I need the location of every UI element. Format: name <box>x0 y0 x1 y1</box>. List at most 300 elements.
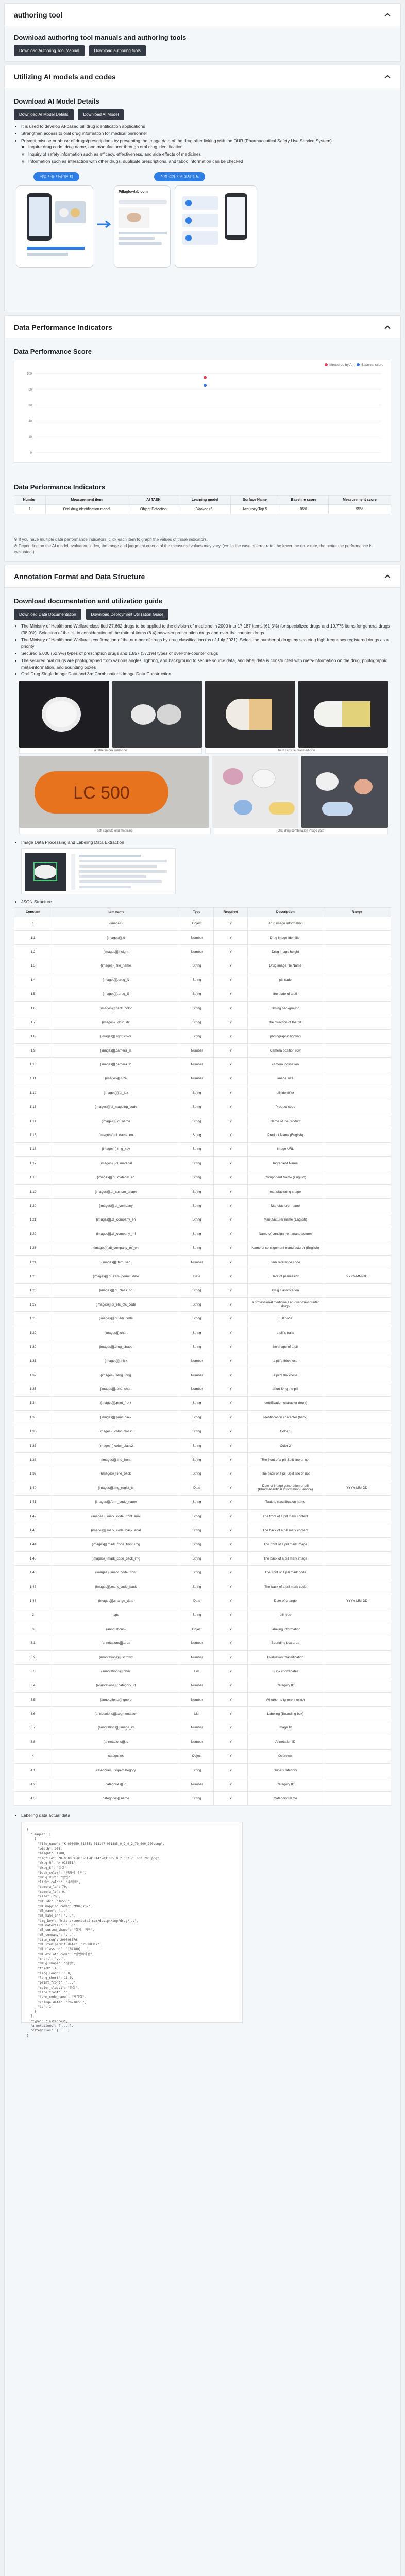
annotation-header[interactable] <box>5 565 400 588</box>
json-cell: {images}[].change_date <box>52 1594 180 1608</box>
json-cell <box>323 1326 391 1340</box>
json-cell: Drug image identifier <box>248 930 323 944</box>
json-cell: 1.21 <box>14 1213 52 1227</box>
json-cell: List <box>180 1665 214 1679</box>
json-cell: Labeling information <box>248 1622 323 1636</box>
performance-table <box>14 495 391 514</box>
json-cell: Camera position row <box>248 1044 323 1058</box>
json-cell: Number <box>180 1650 214 1664</box>
json-cell: Image ID <box>248 1721 323 1735</box>
json-cell: Drug image information <box>248 917 323 930</box>
performance-notes <box>14 537 391 555</box>
table-row <box>14 1213 391 1227</box>
result-mockup <box>175 185 257 268</box>
table-row <box>14 959 391 973</box>
performance-header[interactable] <box>5 316 400 338</box>
json-cell <box>323 1312 391 1326</box>
table-row <box>14 1368 391 1382</box>
combination-image <box>212 756 299 828</box>
json-cell: 3.3 <box>14 1665 52 1679</box>
json-cell: categories[].name <box>52 1791 180 1805</box>
json-cell: String <box>180 1157 214 1171</box>
chart-plot <box>14 360 392 463</box>
json-cell: {images}[].height <box>52 945 180 959</box>
json-cell: Y <box>214 1665 248 1679</box>
json-cell: {images}[].camera_la <box>52 1044 180 1058</box>
json-cell: Tablets classification name <box>248 1495 323 1509</box>
json-cell: Y <box>214 1721 248 1735</box>
json-cell: {images}[].dl_idx <box>52 1086 180 1100</box>
json-cell: {images}[].dl_material_en <box>52 1171 180 1184</box>
json-cell: Number <box>180 1777 214 1791</box>
json-cell <box>323 1425 391 1438</box>
json-cell: Annotation ID <box>248 1735 323 1749</box>
json-cell <box>323 1354 391 1368</box>
legend-measured[interactable]: Measured by AI <box>325 363 352 367</box>
json-cell: Number <box>180 1058 214 1072</box>
json-cell: String <box>180 1184 214 1198</box>
json-cell: 4 <box>14 1749 52 1763</box>
perf-header-cell: Measurement item <box>45 496 128 505</box>
json-cell: YYYY-MM-DD <box>323 1594 391 1608</box>
json-cell: pill code <box>248 973 323 987</box>
list-item: • The secured oral drugs are photographed from various angles, lighting, and background to secure source data, and label data is constructed with meta-information on the drug, photographic meta-information, and bounding boxes <box>21 657 391 671</box>
json-cell: 3.4 <box>14 1679 52 1692</box>
json-cell <box>323 1382 391 1396</box>
json-cell: String <box>180 1100 214 1114</box>
json-cell: Y <box>214 1015 248 1029</box>
table-row <box>14 1749 391 1763</box>
json-cell: Y <box>214 1467 248 1481</box>
chevron-up-icon[interactable] <box>384 573 391 580</box>
json-cell: Number <box>180 1735 214 1749</box>
json-cell: String <box>180 1580 214 1594</box>
json-cell <box>323 1227 391 1241</box>
y-tick-label: 0 <box>30 452 32 455</box>
json-structure-table <box>14 907 391 1806</box>
json-cell: Y <box>214 1382 248 1396</box>
json-cell: 1.37 <box>14 1438 52 1452</box>
table-row <box>14 930 391 944</box>
json-cell: Y <box>214 1580 248 1594</box>
json-cell: Y <box>214 1269 248 1283</box>
table-row <box>14 1114 391 1128</box>
json-cell: a pill's traits <box>248 1326 323 1340</box>
json-cell: photographic lighting <box>248 1029 323 1043</box>
perf-header-cell: Number <box>14 496 46 505</box>
caption-combination: Oral drug combination image data <box>214 828 388 834</box>
y-tick-label: 60 <box>28 404 32 408</box>
json-cell: Date of permission <box>248 1269 323 1283</box>
json-cell <box>323 1580 391 1594</box>
json-cell <box>323 1453 391 1467</box>
json-cell: String <box>180 1326 214 1340</box>
perf-cell: 85% <box>279 505 328 514</box>
phone-icon <box>16 186 94 268</box>
json-cell: YYYY-MM-DD <box>323 1269 391 1283</box>
json-cell: 1.47 <box>14 1580 52 1594</box>
tablet-image <box>19 681 109 748</box>
json-cell: {images}[].print_back <box>52 1411 180 1425</box>
caption-tablet: a tablet in oral medicine <box>19 748 202 754</box>
json-cell: 1.6 <box>14 1001 52 1015</box>
table-row <box>14 945 391 959</box>
table-row <box>14 1622 391 1636</box>
soft-capsule-image <box>19 756 209 828</box>
json-cell: Y <box>214 1283 248 1297</box>
table-row <box>14 1580 391 1594</box>
json-cell: Y <box>214 1171 248 1184</box>
json-cell: {annotations}[].image_id <box>52 1721 180 1735</box>
json-cell: Y <box>214 1495 248 1509</box>
json-cell: Y <box>214 1679 248 1692</box>
json-cell: {images}[].dl_custom_shape <box>52 1184 180 1198</box>
json-cell: {images}[].di_etc_otc_code <box>52 1298 180 1312</box>
table-row <box>14 1608 391 1622</box>
json-cell: Y <box>214 1523 248 1537</box>
json-cell: Y <box>214 1777 248 1791</box>
website-mockup <box>114 185 171 268</box>
json-cell: Number <box>180 1692 214 1706</box>
tablet-icon <box>112 681 202 748</box>
json-cell: {images}[].drug_N <box>52 973 180 987</box>
json-cell: a professional medicine / an over-the-counter drugs <box>248 1298 323 1312</box>
json-cell: type <box>52 1608 180 1622</box>
chart-title: Data Performance Score <box>14 348 92 355</box>
json-cell: 1.25 <box>14 1269 52 1283</box>
json-cell: filming background <box>248 1001 323 1015</box>
json-cell: 3.1 <box>14 1636 52 1650</box>
table-row <box>14 1453 391 1467</box>
json-cell: Labeling (Bounding box) <box>248 1707 323 1721</box>
json-cell: Y <box>214 1157 248 1171</box>
json-cell: Ingredient Name <box>248 1157 323 1171</box>
json-cell: {images}[].size <box>52 1072 180 1086</box>
json-cell: Image URL <box>248 1142 323 1156</box>
json-cell: Category ID <box>248 1777 323 1791</box>
json-cell: String <box>180 1763 214 1777</box>
json-cell <box>323 1509 391 1523</box>
json-cell <box>323 1692 391 1706</box>
list-item: • JSON Structure <box>21 899 391 905</box>
table-row <box>14 1791 391 1805</box>
download-documentation-button[interactable]: Download Data Documentation <box>14 609 81 620</box>
json-cell: String <box>180 1213 214 1227</box>
ai-models-section <box>4 65 401 312</box>
performance-chart <box>14 360 391 463</box>
json-cell: Object <box>180 1622 214 1636</box>
json-cell: Number <box>180 945 214 959</box>
json-cell: Number <box>180 1255 214 1269</box>
capsule-icon <box>298 681 389 748</box>
download-model-button[interactable]: Download AI Model <box>78 109 124 120</box>
json-cell: String <box>180 1227 214 1241</box>
table-row <box>14 1566 391 1580</box>
json-cell: {images}[].img_key <box>52 1142 180 1156</box>
pill-imprint: LC 500 <box>73 783 130 803</box>
json-cell: 1.27 <box>14 1298 52 1312</box>
json-cell: String <box>180 1241 214 1255</box>
json-cell: {annotations}[].segmentation <box>52 1707 180 1721</box>
json-cell: The front of a pill mark content <box>248 1509 323 1523</box>
json-cell: Y <box>214 1396 248 1410</box>
table-row <box>14 1255 391 1269</box>
y-tick-label: 80 <box>28 388 32 392</box>
json-cell: Y <box>214 1537 248 1551</box>
json-cell: Super Category <box>248 1763 323 1777</box>
json-cell: {images}[].di_class_no <box>52 1283 180 1297</box>
json-cell: 1.33 <box>14 1382 52 1396</box>
json-cell: 1.15 <box>14 1128 52 1142</box>
json-cell: {images}[].file_name <box>52 959 180 973</box>
json-cell <box>323 1298 391 1312</box>
json-cell: 1.22 <box>14 1227 52 1241</box>
table-row <box>14 1128 391 1142</box>
table-row <box>14 1269 391 1283</box>
json-cell <box>323 1566 391 1580</box>
chevron-up-icon[interactable] <box>384 11 391 19</box>
ai-model-diagram <box>16 170 391 271</box>
json-cell: 1.24 <box>14 1255 52 1269</box>
json-cell: categories[].id <box>52 1777 180 1791</box>
table-row <box>14 1100 391 1114</box>
table-row <box>14 1171 391 1184</box>
json-cell: Y <box>214 930 248 944</box>
json-cell: Category ID <box>248 1679 323 1692</box>
download-guide-button[interactable]: Download Deployment Utilization Guide <box>86 609 169 620</box>
json-cell <box>323 1735 391 1749</box>
json-cell: String <box>180 1537 214 1551</box>
list-item: • Labeling data actual data <box>21 1812 391 1819</box>
download-tools-button[interactable]: Download authoring tools <box>89 45 146 56</box>
json-cell: 1.31 <box>14 1354 52 1368</box>
json-cell: Y <box>214 1227 248 1241</box>
json-cell: The front of a pill Split line or not <box>248 1453 323 1467</box>
json-cell: Color 1 <box>248 1425 323 1438</box>
chart-legend <box>325 363 383 367</box>
labeling-list <box>14 1812 391 1819</box>
json-cell: Y <box>214 1100 248 1114</box>
perf-header-cell: Learning model <box>179 496 231 505</box>
json-cell: Y <box>214 1128 248 1142</box>
json-cell: {images} <box>52 917 180 930</box>
json-cell: 1.18 <box>14 1171 52 1184</box>
json-cell: {images}[].color_class1 <box>52 1425 180 1438</box>
result-phone-icon <box>175 186 258 268</box>
table-row <box>14 1283 391 1297</box>
json-cell: Y <box>214 1184 248 1198</box>
json-cell: Name of consignment manufacturer <box>248 1227 323 1241</box>
json-cell: Y <box>214 1650 248 1664</box>
json-cell: Y <box>214 1241 248 1255</box>
json-cell: 1.8 <box>14 1029 52 1043</box>
processing-illustration <box>21 848 176 894</box>
table-row <box>14 1665 391 1679</box>
json-header-cell: Description <box>248 907 323 917</box>
list-item: • It is used to develop AI-based pill drug identification applications <box>21 123 391 130</box>
json-cell: Y <box>214 1622 248 1636</box>
table-row <box>14 1721 391 1735</box>
authoring-tool-header[interactable] <box>5 4 400 26</box>
json-cell: String <box>180 1453 214 1467</box>
json-cell: String <box>180 1425 214 1438</box>
json-header-cell: Constant <box>14 907 52 917</box>
json-cell: {images}[].dl_material <box>52 1157 180 1171</box>
json-cell: Y <box>214 1438 248 1452</box>
data-point-baseline-score[interactable] <box>204 384 207 387</box>
json-cell <box>323 1114 391 1128</box>
json-cell: {images}[].line_back <box>52 1467 180 1481</box>
json-cell: 1.17 <box>14 1157 52 1171</box>
caption-hard-capsule: hard capsule oral medicine <box>205 748 388 754</box>
json-cell <box>323 1157 391 1171</box>
table-row <box>14 1636 391 1650</box>
json-header-cell: Required <box>214 907 248 917</box>
table-row <box>14 1312 391 1326</box>
json-cell: Y <box>214 1255 248 1269</box>
chevron-up-icon[interactable] <box>384 324 391 331</box>
json-cell: Y <box>214 1608 248 1622</box>
json-cell: 1.45 <box>14 1552 52 1566</box>
json-cell: Date <box>180 1481 214 1495</box>
authoring-tool-subtitle: Download authoring tool manuals and authoring tools <box>14 33 187 41</box>
json-cell: {images}[].mark_code_front_img <box>52 1537 180 1551</box>
json-cell <box>323 1721 391 1735</box>
table-row <box>14 1354 391 1368</box>
json-cell: Date <box>180 1594 214 1608</box>
json-cell: 1.34 <box>14 1396 52 1410</box>
annotation-subtitle: Download documentation and utilization guide <box>14 597 163 605</box>
json-cell: {images}[].light_color <box>52 1029 180 1043</box>
json-cell: Identification character (back) <box>248 1411 323 1425</box>
json-cell: String <box>180 1791 214 1805</box>
json-cell: 1 <box>14 917 52 930</box>
list-item: • Strengthen access to oral drug information for medical personnel <box>21 130 391 137</box>
json-cell <box>323 1015 391 1029</box>
download-manual-button[interactable]: Download Authoring Tool Manual <box>14 45 85 56</box>
table-row <box>14 1777 391 1791</box>
perf-cell: Object Detection <box>128 505 179 514</box>
note-line: ※ Depending on the AI model evaluation index, the range and judgment criteria of the measured values may vary. (ex. In the case of error rate, the lower the error rate, the better the performance is evaluated.) <box>14 544 373 554</box>
json-cell <box>323 1128 391 1142</box>
json-cell: Bounding box area <box>248 1636 323 1650</box>
json-cell: {images}[].leng_short <box>52 1382 180 1396</box>
json-cell: String <box>180 1199 214 1213</box>
json-cell: String <box>180 1128 214 1142</box>
download-model-details-button[interactable]: Download AI Model Details <box>14 109 74 120</box>
json-cell: The front of a pill mark image <box>248 1537 323 1551</box>
data-point-measured-by-ai[interactable] <box>204 376 207 379</box>
table-row <box>14 1425 391 1438</box>
json-cell: Y <box>214 1707 248 1721</box>
diagram-pill-left: 식별 사용 약물데이터 <box>33 172 79 181</box>
json-cell: Y <box>214 1044 248 1058</box>
json-cell <box>323 1171 391 1184</box>
json-cell: 1.48 <box>14 1594 52 1608</box>
json-cell: Product code <box>248 1100 323 1114</box>
json-cell: String <box>180 1552 214 1566</box>
json-cell: 2 <box>14 1608 52 1622</box>
json-cell: String <box>180 1509 214 1523</box>
json-cell: 1.3 <box>14 959 52 973</box>
perf-table-title: Data Performance Indicators <box>14 483 106 491</box>
json-cell <box>323 1396 391 1410</box>
json-cell: String <box>180 987 214 1001</box>
perf-cell: 1 <box>14 505 46 514</box>
json-cell: String <box>180 1411 214 1425</box>
json-cell: Product Name (English) <box>248 1128 323 1142</box>
json-cell: {annotations}[].id <box>52 1735 180 1749</box>
json-cell: Number <box>180 930 214 944</box>
table-row <box>14 1411 391 1425</box>
json-cell: Object <box>180 917 214 930</box>
json-cell: String <box>180 1086 214 1100</box>
json-cell: {images}[].line_front <box>52 1453 180 1467</box>
ai-models-header[interactable] <box>5 65 400 88</box>
y-tick-label: 40 <box>28 420 32 423</box>
json-cell: 1.5 <box>14 987 52 1001</box>
json-cell: String <box>180 1608 214 1622</box>
json-cell: 1.40 <box>14 1481 52 1495</box>
legend-dot-icon <box>325 363 328 366</box>
table-row <box>14 1552 391 1566</box>
arrow-right-icon <box>96 219 112 229</box>
json-cell <box>323 1058 391 1072</box>
table-row <box>14 1044 391 1058</box>
json-cell: 1.20 <box>14 1199 52 1213</box>
table-row <box>14 1679 391 1692</box>
json-cell: {images}[].mark_code_back_img <box>52 1552 180 1566</box>
json-cell: Drug image file Name <box>248 959 323 973</box>
json-cell: String <box>180 1298 214 1312</box>
json-cell: 1.14 <box>14 1114 52 1128</box>
table-row <box>14 1227 391 1241</box>
perf-cell: 95% <box>328 505 391 514</box>
json-cell: Number <box>180 1044 214 1058</box>
ai-bullet-list <box>14 123 391 165</box>
json-cell: Whether to ignore it or not <box>248 1692 323 1706</box>
json-cell: String <box>180 1566 214 1580</box>
list-item: • The Ministry of Health and Welfare classified 27,662 drugs to be applied to the division of medicine in 2000 into 17,187 items (61.3%) for specialized drugs and 10,775 items for general drugs (38.9%). Selection of the list in consideration of the ratio of items (6.4) between prescription drugs and over-the-counter drugs <box>21 623 391 636</box>
json-cell: String <box>180 1438 214 1452</box>
json-cell: 1.36 <box>14 1425 52 1438</box>
table-row <box>14 1029 391 1043</box>
json-cell: 3.7 <box>14 1721 52 1735</box>
json-cell <box>323 1523 391 1537</box>
json-cell: {annotations} <box>52 1622 180 1636</box>
json-cell: {images}[].id <box>52 930 180 944</box>
json-cell: 1.41 <box>14 1495 52 1509</box>
json-header-cell: Item name <box>52 907 180 917</box>
list-item: ◦ Information such as interaction with other drugs, duplicate prescriptions, and taboo information can be checked <box>28 158 391 165</box>
json-cell <box>323 1791 391 1805</box>
json-cell <box>323 1184 391 1198</box>
json-cell: {annotations}[].bbox <box>52 1665 180 1679</box>
table-row <box>14 1481 391 1495</box>
json-cell: String <box>180 1283 214 1297</box>
performance-section <box>4 315 401 562</box>
table-row[interactable] <box>14 505 391 514</box>
json-cell: Y <box>214 1001 248 1015</box>
json-cell: 3.2 <box>14 1650 52 1664</box>
json-cell: Y <box>214 1763 248 1777</box>
legend-baseline[interactable]: Baseline score <box>357 363 383 367</box>
list-item: • Prevent misuse or abuse of drugs/prescriptions by preventing the image data of the drug after linking with the DUR (Pharmaceutical Safety Use Service System) ◦ Inquire drug code, drug name, and manufacturer through oral drug identification ◦ Inquiry of safety information such as efficacy, effectiveness, and side effects of medicines ◦ Information such as interaction with other drugs, duplicate prescriptions, and taboo information can be checked <box>21 138 391 165</box>
json-cell: YYYY-MM-DD <box>323 1481 391 1495</box>
chevron-up-icon[interactable] <box>384 73 391 80</box>
json-cell: the direction of the pill <box>248 1015 323 1029</box>
json-cell: {annotations}[].area <box>52 1636 180 1650</box>
